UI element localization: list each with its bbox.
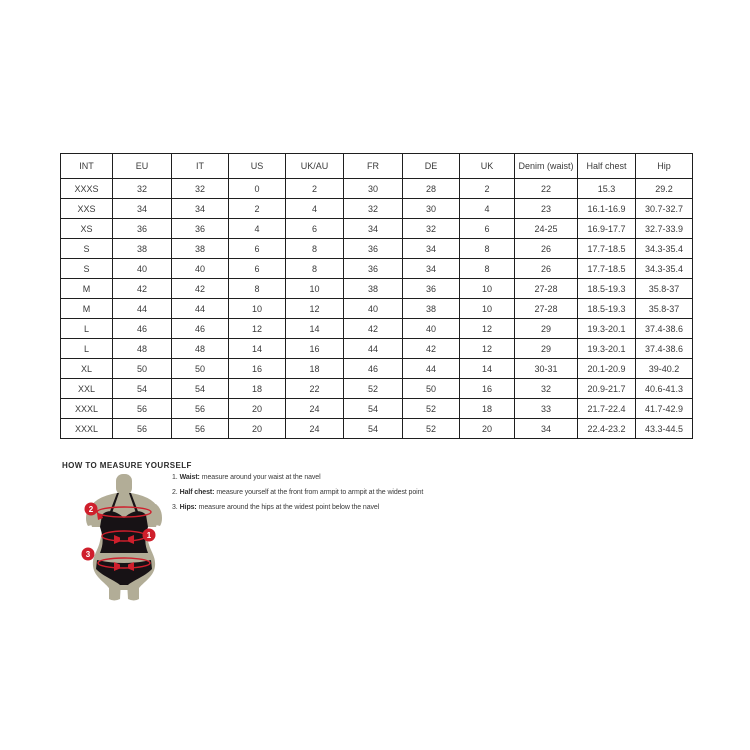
table-cell: 6 bbox=[460, 219, 515, 239]
table-cell: 6 bbox=[229, 259, 286, 279]
table-cell: 36 bbox=[344, 239, 403, 259]
table-cell: 42 bbox=[113, 279, 172, 299]
table-cell: 26 bbox=[515, 259, 578, 279]
table-cell: 29.2 bbox=[636, 179, 693, 199]
table-cell: M bbox=[61, 299, 113, 319]
table-cell: 50 bbox=[113, 359, 172, 379]
table-cell: 38 bbox=[172, 239, 229, 259]
step-label: Waist: bbox=[179, 474, 200, 481]
table-cell: 41.7-42.9 bbox=[636, 399, 693, 419]
table-row bbox=[61, 359, 693, 379]
table-cell: 40 bbox=[172, 259, 229, 279]
table-cell: 38 bbox=[403, 299, 460, 319]
table-cell: 18.5-19.3 bbox=[578, 279, 636, 299]
table-cell: 36 bbox=[344, 259, 403, 279]
table-cell: 14 bbox=[286, 319, 344, 339]
table-cell: 44 bbox=[344, 339, 403, 359]
table-cell: 43.3-44.5 bbox=[636, 419, 693, 439]
step-number: 3. bbox=[172, 504, 178, 511]
table-cell: 12 bbox=[460, 319, 515, 339]
table-cell: 32 bbox=[344, 199, 403, 219]
table-cell: L bbox=[61, 319, 113, 339]
half-chest-badge bbox=[85, 503, 98, 516]
table-cell: M bbox=[61, 279, 113, 299]
table-cell: 2 bbox=[286, 179, 344, 199]
table-cell: 22 bbox=[515, 179, 578, 199]
step-number: 2. bbox=[172, 489, 178, 496]
table-cell: 0 bbox=[229, 179, 286, 199]
table-row bbox=[61, 279, 693, 299]
measure-step-hips bbox=[172, 503, 502, 512]
table-cell: 2 bbox=[229, 199, 286, 219]
mannequin-right-arm bbox=[152, 504, 162, 526]
table-cell: 54 bbox=[344, 399, 403, 419]
mannequin-neck bbox=[116, 474, 132, 495]
table-cell: 34.3-35.4 bbox=[636, 259, 693, 279]
table-cell: 30-31 bbox=[515, 359, 578, 379]
table-cell: 27-28 bbox=[515, 299, 578, 319]
step-label: Hips: bbox=[179, 504, 197, 511]
table-cell: 37.4-38.6 bbox=[636, 339, 693, 359]
table-cell: 34 bbox=[344, 219, 403, 239]
table-cell: 4 bbox=[460, 199, 515, 219]
table-cell: 14 bbox=[229, 339, 286, 359]
table-cell: 32 bbox=[172, 179, 229, 199]
table-cell: L bbox=[61, 339, 113, 359]
table-cell: 40 bbox=[344, 299, 403, 319]
table-cell: 19.3-20.1 bbox=[578, 319, 636, 339]
table-cell: XXXL bbox=[61, 419, 113, 439]
table-cell: 34 bbox=[403, 239, 460, 259]
hips-badge bbox=[82, 548, 95, 561]
table-row bbox=[61, 299, 693, 319]
table-cell: 21.7-22.4 bbox=[578, 399, 636, 419]
table-cell: 34.3-35.4 bbox=[636, 239, 693, 259]
table-cell: 38 bbox=[113, 239, 172, 259]
table-cell: 48 bbox=[113, 339, 172, 359]
table-cell: 24-25 bbox=[515, 219, 578, 239]
table-row bbox=[61, 419, 693, 439]
table-cell: 30.7-32.7 bbox=[636, 199, 693, 219]
table-cell: 44 bbox=[403, 359, 460, 379]
table-row bbox=[61, 319, 693, 339]
table-cell: 22 bbox=[286, 379, 344, 399]
measure-step-half-chest bbox=[172, 488, 502, 497]
table-cell: 20.1-20.9 bbox=[578, 359, 636, 379]
badge-1-label: 1 bbox=[146, 531, 152, 540]
table-cell: 30 bbox=[403, 199, 460, 219]
table-cell: 50 bbox=[403, 379, 460, 399]
table-cell: 17.7-18.5 bbox=[578, 259, 636, 279]
table-cell: 20 bbox=[229, 419, 286, 439]
table-cell: 10 bbox=[229, 299, 286, 319]
how-to-measure-heading: HOW TO MEASURE YOURSELF bbox=[62, 461, 192, 470]
table-cell: 44 bbox=[172, 299, 229, 319]
table-row bbox=[61, 179, 693, 199]
table-cell: 33 bbox=[515, 399, 578, 419]
table-cell: 12 bbox=[460, 339, 515, 359]
table-cell: 18.5-19.3 bbox=[578, 299, 636, 319]
table-cell: 10 bbox=[460, 279, 515, 299]
table-cell: 16 bbox=[229, 359, 286, 379]
table-cell: 32.7-33.9 bbox=[636, 219, 693, 239]
table-cell: 12 bbox=[229, 319, 286, 339]
table-cell: 46 bbox=[344, 359, 403, 379]
table-cell: 20 bbox=[229, 399, 286, 419]
table-cell: 10 bbox=[460, 299, 515, 319]
table-cell: 14 bbox=[460, 359, 515, 379]
table-row bbox=[61, 239, 693, 259]
step-text: measure yourself at the front from armpit to armpit at the widest point bbox=[216, 489, 424, 496]
table-cell: XS bbox=[61, 219, 113, 239]
table-cell: 15.3 bbox=[578, 179, 636, 199]
table-cell: 24 bbox=[286, 419, 344, 439]
table-row bbox=[61, 379, 693, 399]
table-cell: 23 bbox=[515, 199, 578, 219]
table-cell: 50 bbox=[172, 359, 229, 379]
table-cell: 35.8-37 bbox=[636, 299, 693, 319]
table-cell: 28 bbox=[403, 179, 460, 199]
table-row bbox=[61, 199, 693, 219]
table-cell: 39-40.2 bbox=[636, 359, 693, 379]
mannequin-illustration bbox=[78, 471, 170, 603]
step-text: measure around the hips at the widest point below the navel bbox=[198, 504, 380, 511]
table-cell: 34 bbox=[403, 259, 460, 279]
table-cell: 27-28 bbox=[515, 279, 578, 299]
table-cell: 40 bbox=[113, 259, 172, 279]
table-header-row bbox=[61, 154, 693, 179]
column-header: Hip bbox=[636, 154, 693, 179]
table-cell: 36 bbox=[113, 219, 172, 239]
table-cell: XL bbox=[61, 359, 113, 379]
table-cell: 32 bbox=[403, 219, 460, 239]
table-cell: 26 bbox=[515, 239, 578, 259]
table-cell: 42 bbox=[172, 279, 229, 299]
column-header: Half chest bbox=[578, 154, 636, 179]
table-cell: 48 bbox=[172, 339, 229, 359]
badge-2-label: 2 bbox=[88, 505, 94, 514]
badge-3-label: 3 bbox=[85, 550, 91, 559]
table-cell: 8 bbox=[460, 259, 515, 279]
table-row bbox=[61, 339, 693, 359]
table-cell: 37.4-38.6 bbox=[636, 319, 693, 339]
column-header: UK/AU bbox=[286, 154, 344, 179]
table-cell: 35.8-37 bbox=[636, 279, 693, 299]
table-cell: 32 bbox=[515, 379, 578, 399]
table-cell: 8 bbox=[286, 259, 344, 279]
column-header: US bbox=[229, 154, 286, 179]
table-cell: 2 bbox=[460, 179, 515, 199]
table-cell: 17.7-18.5 bbox=[578, 239, 636, 259]
table-cell: 4 bbox=[229, 219, 286, 239]
table-cell: 38 bbox=[344, 279, 403, 299]
column-header: EU bbox=[113, 154, 172, 179]
table-cell: 40 bbox=[403, 319, 460, 339]
table-cell: 8 bbox=[229, 279, 286, 299]
table-cell: 16 bbox=[460, 379, 515, 399]
measure-step-waist bbox=[172, 473, 502, 482]
table-cell: 20.9-21.7 bbox=[578, 379, 636, 399]
table-cell: 18 bbox=[286, 359, 344, 379]
table-cell: XXXS bbox=[61, 179, 113, 199]
table-cell: 22.4-23.2 bbox=[578, 419, 636, 439]
table-cell: 54 bbox=[344, 419, 403, 439]
table-cell: 54 bbox=[113, 379, 172, 399]
table-cell: S bbox=[61, 259, 113, 279]
table-cell: 44 bbox=[113, 299, 172, 319]
column-header: UK bbox=[460, 154, 515, 179]
table-cell: 18 bbox=[460, 399, 515, 419]
table-cell: 54 bbox=[172, 379, 229, 399]
mannequin-measurement-figure bbox=[78, 471, 170, 603]
table-cell: XXL bbox=[61, 379, 113, 399]
table-cell: XXS bbox=[61, 199, 113, 219]
table-cell: 46 bbox=[172, 319, 229, 339]
table-cell: 34 bbox=[515, 419, 578, 439]
table-cell: 8 bbox=[460, 239, 515, 259]
table-cell: 52 bbox=[344, 379, 403, 399]
waist-badge bbox=[143, 529, 156, 542]
measure-steps-list bbox=[172, 473, 502, 518]
table-cell: 36 bbox=[172, 219, 229, 239]
table-cell: 42 bbox=[403, 339, 460, 359]
size-chart-table bbox=[60, 153, 693, 439]
table-cell: 4 bbox=[286, 199, 344, 219]
table-cell: 8 bbox=[286, 239, 344, 259]
table-cell: 10 bbox=[286, 279, 344, 299]
table-cell: 40.6-41.3 bbox=[636, 379, 693, 399]
table-cell: 29 bbox=[515, 319, 578, 339]
table-cell: 36 bbox=[403, 279, 460, 299]
table-cell: 20 bbox=[460, 419, 515, 439]
table-cell: 6 bbox=[229, 239, 286, 259]
table-cell: 56 bbox=[172, 419, 229, 439]
table-cell: 19.3-20.1 bbox=[578, 339, 636, 359]
table-cell: 56 bbox=[113, 419, 172, 439]
table-cell: 46 bbox=[113, 319, 172, 339]
table-cell: 34 bbox=[172, 199, 229, 219]
table-cell: S bbox=[61, 239, 113, 259]
table-cell: 42 bbox=[344, 319, 403, 339]
table-cell: 56 bbox=[172, 399, 229, 419]
step-number: 1. bbox=[172, 474, 178, 481]
column-header: FR bbox=[344, 154, 403, 179]
table-row bbox=[61, 399, 693, 419]
table-cell: 16.9-17.7 bbox=[578, 219, 636, 239]
table-row bbox=[61, 259, 693, 279]
column-header: INT bbox=[61, 154, 113, 179]
step-label: Half chest: bbox=[179, 489, 215, 496]
table-cell: 16.1-16.9 bbox=[578, 199, 636, 219]
table-cell: 29 bbox=[515, 339, 578, 359]
table-cell: 12 bbox=[286, 299, 344, 319]
table-cell: 52 bbox=[403, 399, 460, 419]
table-cell: 34 bbox=[113, 199, 172, 219]
table-cell: 6 bbox=[286, 219, 344, 239]
table-row bbox=[61, 219, 693, 239]
column-header: Denim (waist) bbox=[515, 154, 578, 179]
table-cell: 16 bbox=[286, 339, 344, 359]
table-cell: 52 bbox=[403, 419, 460, 439]
table-cell: 30 bbox=[344, 179, 403, 199]
table-cell: 32 bbox=[113, 179, 172, 199]
table-cell: 56 bbox=[113, 399, 172, 419]
step-text: measure around your waist at the navel bbox=[201, 474, 321, 481]
table-cell: XXXL bbox=[61, 399, 113, 419]
column-header: IT bbox=[172, 154, 229, 179]
column-header: DE bbox=[403, 154, 460, 179]
table-cell: 18 bbox=[229, 379, 286, 399]
table-cell: 24 bbox=[286, 399, 344, 419]
